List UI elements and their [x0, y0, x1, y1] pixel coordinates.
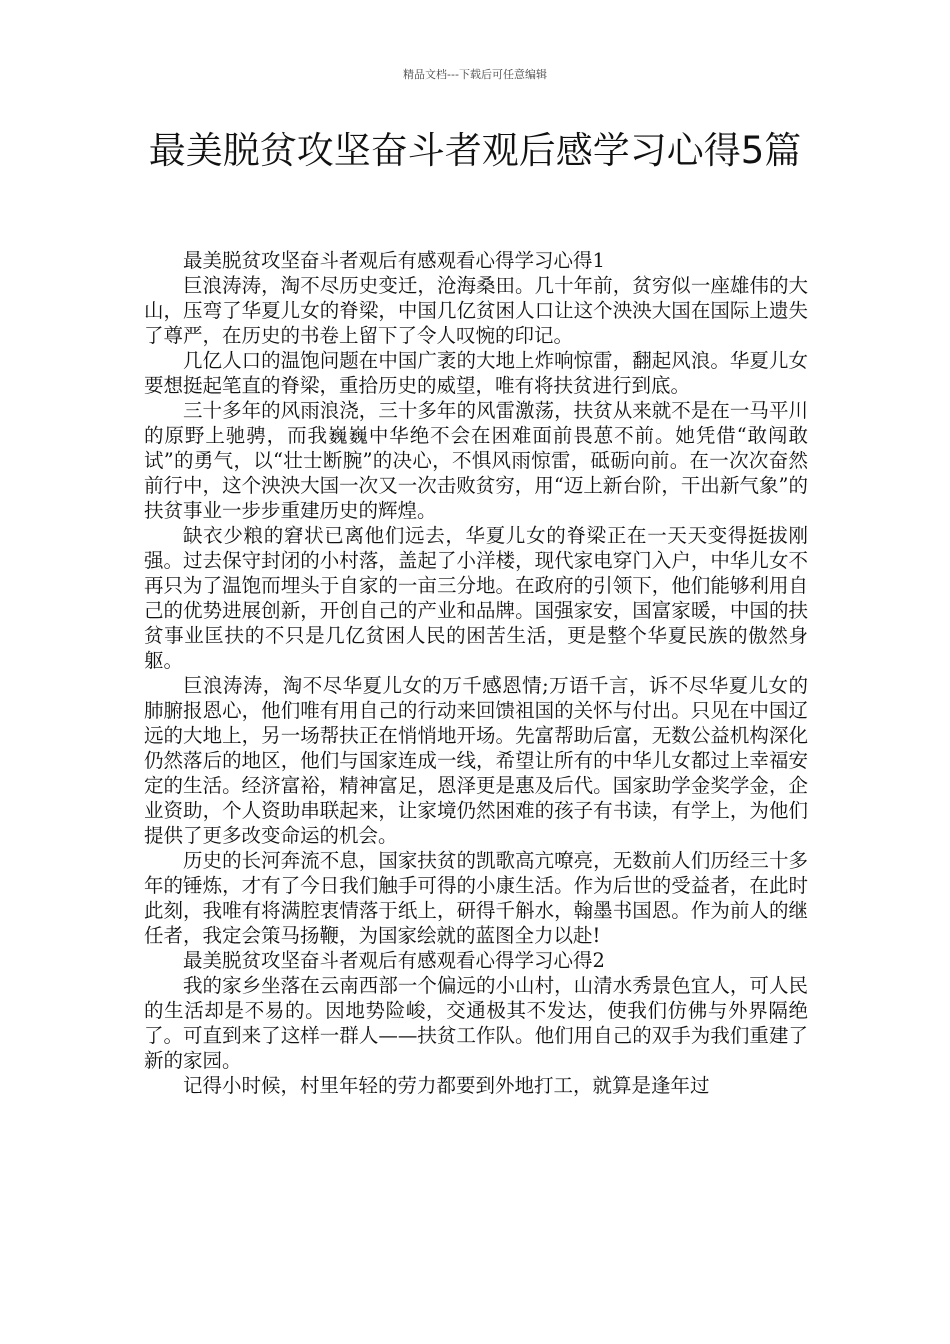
- paragraph: 三十多年的风雨浪浇，三十多年的风雷激荡，扶贫从来就不是在一马平川的原野上驰骋，而我巍巍中华绝不会在困难面前畏葸不前。她凭借“敢闯敢试”的勇气，以“壮士断腕”的决心，不惧风雨惊雷，砥砺向前。在一次次奋然前行中，这个泱泱大国一次又一次击败贫穷，用“迈上新台阶，干出新气象”的扶贫事业一步步重建历史的辉煌。: [144, 399, 808, 522]
- paragraph: 记得小时候，村里年轻的劳力都要到外地打工，就算是逢年过: [183, 1074, 710, 1097]
- header-note: 精品文档---下载后可任意编辑: [403, 68, 547, 81]
- paragraph: 几亿人口的温饱问题在中国广袤的大地上炸响惊雷，翻起风浪。华夏儿女要想挺起笔直的脊梁，重拾历史的威望，唯有将扶贫进行到底。: [144, 349, 808, 397]
- paragraph: 我的家乡坐落在云南西部一个偏远的小山村，山清水秀景色宜人，可人民的生活却是不易的。因地势险峻，交通极其不发达，使我们仿佛与外界隔绝了。可直到来了这样一群人——扶贫工作队。他们用自己的双手为我们重建了新的家园。: [144, 974, 808, 1072]
- document-body: [144, 248, 808, 1098]
- document-title: 最美脱贫攻坚奋斗者观后感学习心得5篇: [148, 129, 802, 172]
- paragraph: 历史的长河奔流不息，国家扶贫的凯歌高亢嘹亮，无数前人们历经三十多年的锤炼，才有了今日我们触手可得的小康生活。作为后世的受益者，在此时此刻，我唯有将满腔衷情落于纸上，研得千斛水，翰墨书国恩。作为前人的继任者，我定会策马扬鞭，为国家绘就的蓝图全力以赴!: [144, 849, 808, 947]
- section-heading: 最美脱贫攻坚奋斗者观后有感观看心得学习心得1: [183, 249, 605, 272]
- section-heading: 最美脱贫攻坚奋斗者观后有感观看心得学习心得2: [183, 949, 605, 972]
- paragraph: 缺衣少粮的窘状已离他们远去，华夏儿女的脊梁正在一天天变得挺拔刚强。过去保守封闭的小村落，盖起了小洋楼，现代家电穿门入户，中华儿女不再只为了温饱而埋头于自家的一亩三分地。在政府的引领下，他们能够利用自己的优势进展创新，开创自己的产业和品牌。国强家安，国富家暖，中国的扶贫事业匡扶的不只是几亿贫困人民的困苦生活，更是整个华夏民族的傲然身躯。: [144, 524, 808, 672]
- paragraph: 巨浪涛涛，淘不尽华夏儿女的万千感恩情;万语千言，诉不尽华夏儿女的肺腑报恩心，他们唯有用自己的行动来回馈祖国的关怀与付出。只见在中国辽远的大地上，另一场帮扶正在悄悄地开场。先富帮助后富，无数公益机构深化仍然落后的地区，他们与国家连成一线，希望让所有的中华儿女都过上幸福安定的生活。经济富裕，精神富足，恩泽更是惠及后代。国家助学金奖学金，企业资助，个人资助串联起来，让家境仍然困难的孩子有书读，有学上，为他们提供了更多改变命运的机会。: [144, 674, 808, 847]
- paragraph: 巨浪涛涛，淘不尽历史变迁，沧海桑田。几十年前，贫穷似一座雄伟的大山，压弯了华夏儿女的脊梁，中国几亿贫困人口让这个泱泱大国在国际上遗失了尊严，在历史的书卷上留下了令人叹惋的印记。: [144, 274, 808, 347]
